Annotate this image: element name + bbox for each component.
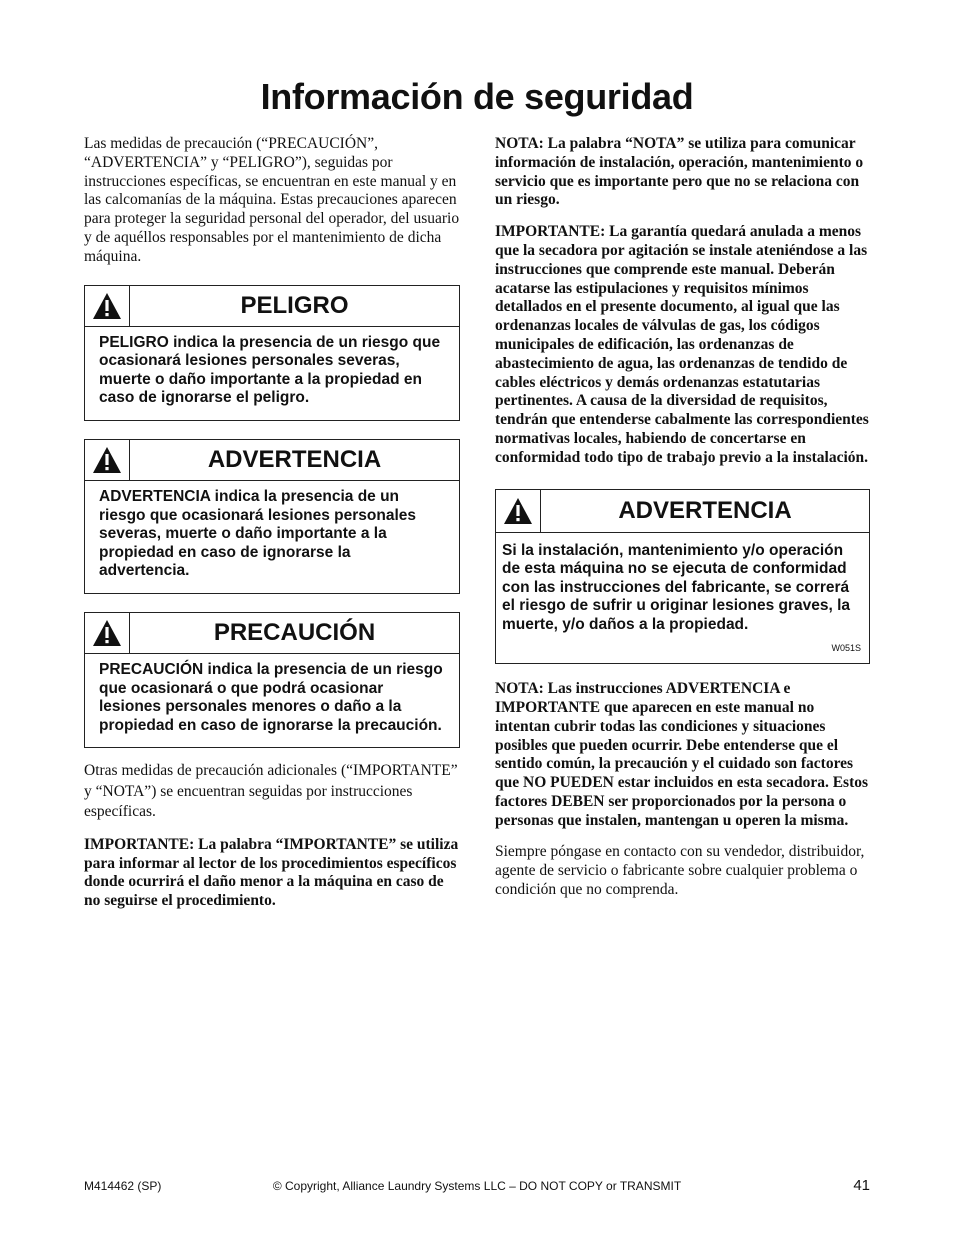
caution-box-text: PRECAUCIÓN indica la presencia de un riesgo que ocasionará o que podrá ocasionar lesiones personales menores o daño a la propiedad en caso de ignorarse la precaución. <box>99 660 443 734</box>
danger-box-title: PELIGRO <box>240 291 349 319</box>
installation-warning-box-body <box>496 533 869 664</box>
note-definition-paragraph: NOTA: La palabra “NOTA” se utiliza para comunicar información de instalación, operación, mantenimiento o servicio que es importante pero que no se relaciona con un riesgo. <box>495 135 864 209</box>
caution-box <box>84 612 460 748</box>
intro-paragraph: Las medidas de precaución (“PRECAUCIÓN”, “ADVERTENCIA” y “PELIGRO”), seguidas por instrucciones específicas, se encuentran en este manual y en las calcomanías de la máquina. Estas precauciones aparecen para proteger la seguridad personal del operador, del usuario y de aquéllos responsables por el mantenimiento de dicha máquina. <box>84 135 460 265</box>
caution-box-title: PRECAUCIÓN <box>213 618 376 646</box>
warning-box-title: ADVERTENCIA <box>207 445 382 473</box>
danger-box <box>84 285 460 421</box>
caution-box-header <box>85 613 459 654</box>
warning-triangle-icon <box>85 286 130 326</box>
page-number: 41 <box>853 1177 870 1194</box>
warning-box-header <box>85 440 459 481</box>
warranty-important-paragraph: IMPORTANTE: La garantía quedará anulada a menos que la secadora por agitación se instale ateniéndose a las instrucciones que comprende este manual. Deberán acatarse las estipulaciones y requisitos mínimos detallados en el presente documento, al igual que las ordenanzas locales de válvulas de gas, los códigos municipales de edificación, las ordenanzas de abastecimiento de agua, las ordenanzas de tendido de cables eléctricos y demás ordenanzas estatutarias pertinentes. A causa de la diversidad de requisitos, tendrán que entenderse cabalmente las correspondientes normativas locales, habiendo de concertarse en conformidad todo tipo de trabajo previo a la instalación. <box>495 223 869 466</box>
copyright-notice: © Copyright, Alliance Laundry Systems LLC – DO NOT COPY or TRANSMIT <box>272 1179 682 1193</box>
installation-warning-box-header <box>496 490 869 533</box>
danger-box-header <box>85 286 459 327</box>
installation-warning-box-title: ADVERTENCIA <box>618 496 792 524</box>
warning-code: W051S <box>831 642 861 653</box>
installation-warning-box <box>495 489 870 665</box>
page-footer <box>84 1177 870 1197</box>
contact-paragraph: Siempre póngase en contacto con su vendedor, distribuidor, agente de servicio o fabricante sobre cualquier problema o condición que no comprenda. <box>495 843 865 899</box>
warning-triangle-icon <box>85 440 130 480</box>
right-column <box>495 135 870 900</box>
page-title: Información de seguridad <box>260 76 694 117</box>
left-column <box>84 135 460 911</box>
warning-box <box>84 439 460 594</box>
installation-warning-box-text: Si la instalación, mantenimiento y/o operación de esta máquina no se ejecuta de conformidad con las instrucciones del fabricante, se correrá el riesgo de sufrir u originar lesiones graves, la muerte, y/o daños a la propiedad. <box>502 541 851 633</box>
warning-triangle-icon <box>85 613 130 653</box>
note-limitations-paragraph: NOTA: Las instrucciones ADVERTENCIA e IMPORTANTE que aparecen en este manual no intentan cubrir todas las condiciones y situaciones posibles que pueden ocurrir. Debe entenderse que el sentido común, la precaución y el cuidado son factores que NO PUEDEN estar incluidos en esta secadora. Estos factores DEBEN ser proporcionados por la persona o personas que instalen, mantengan u operen la misma. <box>495 680 869 829</box>
important-definition-paragraph: IMPORTANTE: La palabra “IMPORTANTE” se utiliza para informar al lector de los procedimientos específicos donde ocurrirá el daño menor a la máquina en caso de no seguirse el procedimiento. <box>84 835 459 910</box>
danger-box-text: PELIGRO indica la presencia de un riesgo que ocasionará lesiones personales severas, muerte o daño importante a la propiedad en caso de ignorarse el peligro. <box>99 333 441 407</box>
warning-triangle-icon <box>496 490 541 532</box>
document-number: M414462 (SP) <box>84 1179 162 1193</box>
other-precautions-paragraph: Otras medidas de precaución adicionales (“IMPORTANTE” y “NOTA”) se encuentran seguidas por instrucciones específicas. <box>84 762 458 821</box>
warning-box-text: ADVERTENCIA indica la presencia de un riesgo que ocasionará lesiones personales severas, muerte o daño importante a la propiedad en caso de ignorarse la advertencia. <box>99 487 417 580</box>
